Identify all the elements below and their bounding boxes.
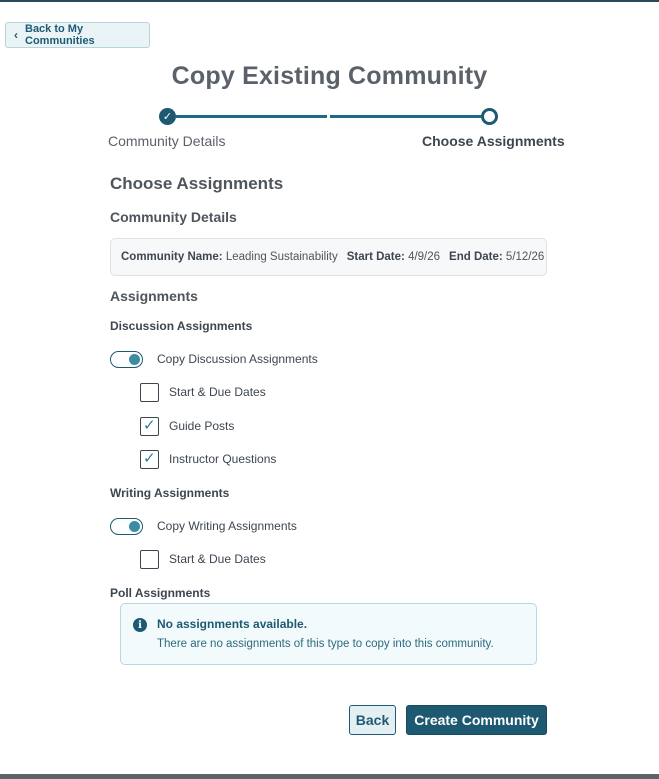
step-label-community-details: Community Details xyxy=(108,133,226,149)
copy-discussion-toggle-label: Copy Discussion Assignments xyxy=(157,352,318,366)
writing-assignments-heading: Writing Assignments xyxy=(110,486,230,500)
copy-discussion-toggle[interactable] xyxy=(110,351,143,368)
community-details-summary xyxy=(110,238,547,276)
checkmark-icon: ✓ xyxy=(143,417,156,434)
notice-text: There are no assignments of this type to copy into this community. xyxy=(157,638,494,650)
copy-writing-toggle-label: Copy Writing Assignments xyxy=(157,519,297,533)
assignments-heading: Assignments xyxy=(110,288,198,304)
section-title: Choose Assignments xyxy=(110,174,284,193)
back-to-communities-link[interactable] xyxy=(5,22,150,48)
step-current-indicator xyxy=(481,108,498,125)
guide-posts-label: Guide Posts xyxy=(169,419,235,433)
create-community-button[interactable]: Create Community xyxy=(406,705,547,735)
community-name-value: Leading Sustainability xyxy=(225,251,338,263)
start-date-value: 4/9/26 xyxy=(408,251,441,263)
bottom-border xyxy=(0,774,659,779)
back-link-label: Back to My Communities xyxy=(25,23,95,47)
stepper-connector xyxy=(330,115,481,118)
chevron-left-icon: ‹ xyxy=(14,28,18,42)
discussion-start-due-dates-checkbox[interactable] xyxy=(140,383,159,402)
back-button[interactable]: Back xyxy=(349,705,396,735)
info-icon: i xyxy=(133,618,147,632)
stepper-connector-complete xyxy=(176,115,327,118)
instructor-questions-checkbox[interactable] xyxy=(140,450,159,469)
guide-posts-checkbox[interactable] xyxy=(140,417,159,436)
step-complete-checkmark-icon: ✓ xyxy=(159,108,176,125)
poll-assignments-heading: Poll Assignments xyxy=(110,586,211,600)
notice-title: No assignments available. xyxy=(157,617,308,631)
no-assignments-notice xyxy=(120,603,537,665)
copy-writing-toggle[interactable] xyxy=(110,518,143,535)
discussion-start-due-dates-label: Start & Due Dates xyxy=(169,385,266,399)
end-date-label: End Date: xyxy=(449,251,503,263)
community-details-heading: Community Details xyxy=(110,209,237,225)
writing-start-due-dates-checkbox[interactable] xyxy=(140,550,159,569)
writing-start-due-dates-label: Start & Due Dates xyxy=(169,552,266,566)
step-label-choose-assignments: Choose Assignments xyxy=(422,133,565,149)
discussion-assignments-heading: Discussion Assignments xyxy=(110,319,253,333)
instructor-questions-label: Instructor Questions xyxy=(169,452,277,466)
checkmark-icon: ✓ xyxy=(143,450,156,467)
end-date-value: 5/12/26 xyxy=(505,251,545,263)
page-title: Copy Existing Community xyxy=(171,62,488,90)
top-border xyxy=(0,0,659,2)
community-name-label: Community Name: xyxy=(121,251,223,263)
start-date-label: Start Date: xyxy=(346,251,405,263)
